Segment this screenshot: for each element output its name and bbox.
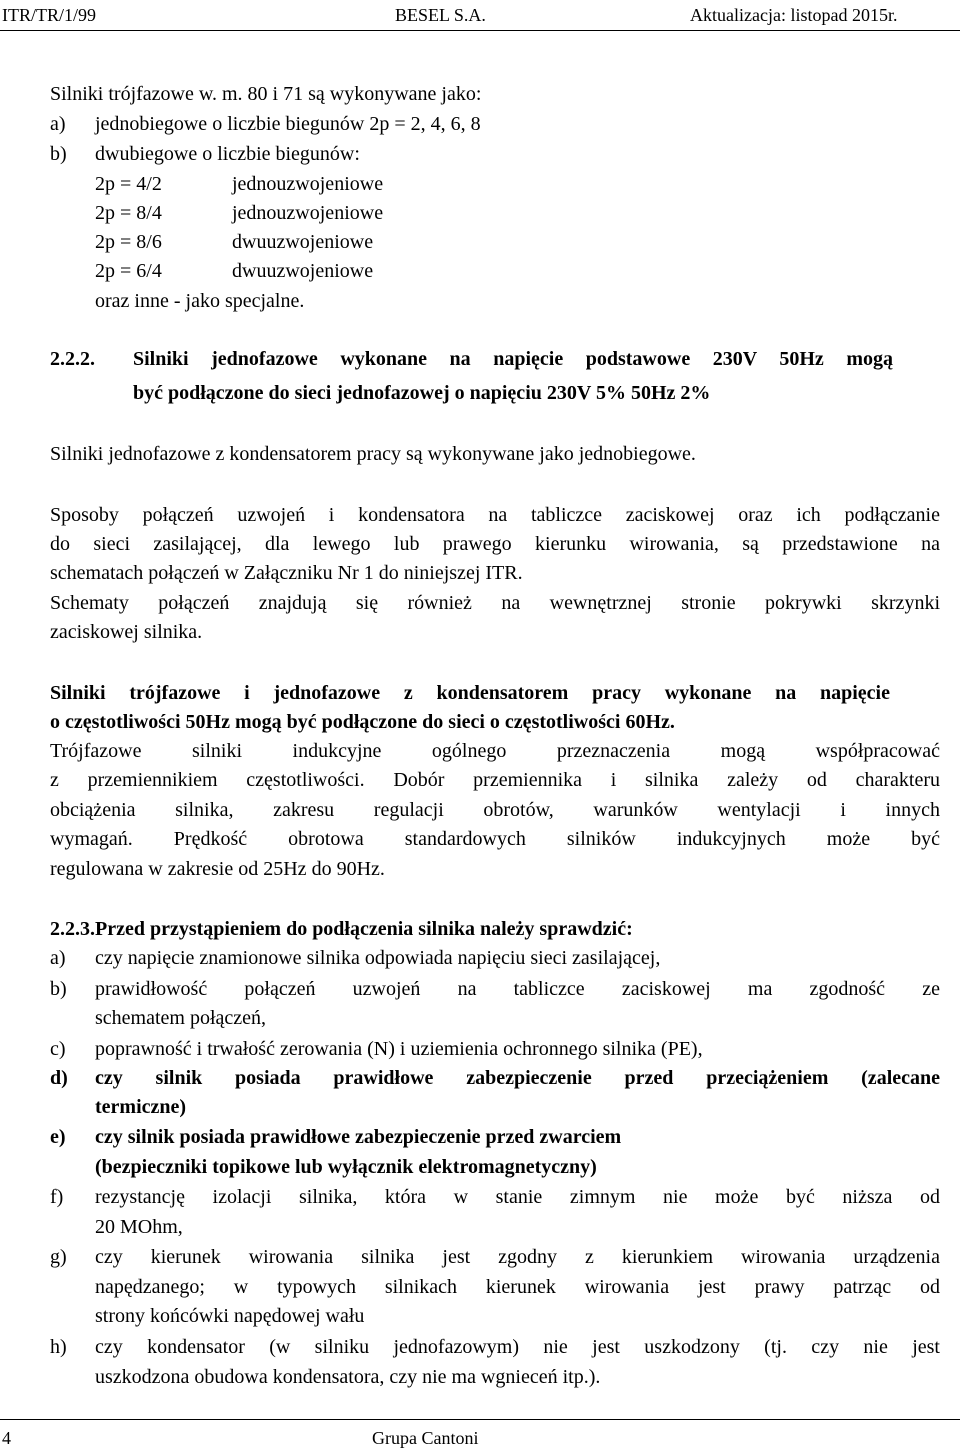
check-item-d-marker: d) (50, 1067, 68, 1089)
pole-ratio-2: 2p = 8/4 (95, 202, 162, 224)
connections-paragraph-line3: schematach połączeń w Załączniku Nr 1 do niniejszej ITR. (50, 562, 523, 584)
check-item-h-cont: uszkodzona obudowa kondensatora, czy nie ma wgnieceń itp.). (95, 1366, 601, 1388)
check-item-f-marker: f) (50, 1186, 64, 1208)
intro-item-a-marker: a) (50, 113, 66, 135)
footer-group-name: Grupa Cantoni (372, 1428, 479, 1448)
section-number-222: 2.2.2. (50, 348, 95, 370)
check-item-g-cont2: strony końcówki napędowej wału (95, 1305, 365, 1327)
pole-type-1: jednouzwojeniowe (232, 173, 384, 195)
header-company: BESEL S.A. (395, 5, 486, 25)
check-item-b-cont: schematem połączeń, (95, 1007, 267, 1029)
page-footer (0, 1419, 960, 1453)
check-item-a-marker: a) (50, 947, 66, 969)
section-222-heading-line2: być podłączone do sieci jednofazowej o napięciu 230V 5% 50Hz 2% (133, 382, 711, 404)
check-item-g: czy kierunek wirowania silnika jest zgodny z kierunkiem wirowania urządzenia (95, 1246, 940, 1268)
pole-type-3: dwuuzwojeniowe (232, 231, 374, 253)
frequency-bold-line2: o częstotliwości 50Hz mogą być podłączone do sieci o częstotliwości 60Hz. (50, 711, 675, 733)
check-item-h-marker: h) (50, 1336, 67, 1358)
schemes-paragraph-line1: Schematy połączeń znajdują się również na wewnętrznej stronie pokrywki skrzynki (50, 592, 940, 614)
inverter-paragraph-line1: Trójfazowe silniki indukcyjne ogólnego przeznaczenia mogą współpracować (50, 740, 940, 762)
check-item-d: czy silnik posiada prawidłowe zabezpieczenie przed przeciążeniem (zalecane (95, 1067, 940, 1089)
section-222-heading-line1: Silniki jednofazowe wykonane na napięcie podstawowe 230V 50Hz mogą (133, 348, 893, 370)
check-item-b-marker: b) (50, 978, 67, 1000)
single-phase-paragraph: Silniki jednofazowe z kondensatorem pracy są wykonywane jako jednobiegowe. (50, 443, 696, 465)
intro-item-b-marker: b) (50, 143, 67, 165)
intro-other: oraz inne - jako specjalne. (95, 290, 305, 312)
intro-item-b: dwubiegowe o liczbie biegunów: (95, 143, 360, 165)
check-item-e-cont: (bezpieczniki topikowe lub wyłącznik elektromagnetyczny) (95, 1156, 597, 1178)
check-item-g-marker: g) (50, 1246, 67, 1268)
check-item-e-marker: e) (50, 1126, 66, 1148)
pole-type-2: jednouzwojeniowe (232, 202, 384, 224)
check-item-c-marker: c) (50, 1038, 66, 1060)
check-item-b: prawidłowość połączeń uzwojeń na tabliczce zaciskowej ma zgodność ze (95, 978, 940, 1000)
connections-paragraph-line2: do sieci zasilającej, dla lewego lub prawego kierunku wirowania, są przedstawione na (50, 533, 940, 555)
schemes-paragraph-line2: zaciskowej silnika. (50, 621, 203, 643)
check-item-h: czy kondensator (w silniku jednofazowym) nie jest uszkodzony (tj. czy nie jest (95, 1336, 940, 1358)
check-item-f-cont: 20 MOhm, (95, 1216, 183, 1238)
header-update-date: Aktualizacja: listopad 2015r. (690, 5, 898, 25)
check-item-a: czy napięcie znamionowe silnika odpowiada napięciu sieci zasilającej, (95, 947, 661, 969)
section-number-223: 2.2.3. (50, 918, 95, 940)
pole-type-4: dwuuzwojeniowe (232, 260, 374, 282)
page-number: 4 (2, 1428, 11, 1448)
pole-ratio-1: 2p = 4/2 (95, 173, 162, 195)
inverter-paragraph-line2: z przemiennikiem częstotliwości. Dobór przemiennika i silnika zależy od charakteru (50, 769, 940, 791)
intro-title: Silniki trójfazowe w. m. 80 i 71 są wykonywane jako: (50, 83, 482, 105)
inverter-paragraph-line3: obciążenia silnika, zakresu regulacji obrotów, warunków wentylacji i innych (50, 799, 940, 821)
section-223-title: Przed przystąpieniem do podłączenia silnika należy sprawdzić: (95, 918, 633, 940)
pole-ratio-4: 2p = 6/4 (95, 260, 162, 282)
frequency-bold-line1: Silniki trójfazowe i jednofazowe z kondensatorem pracy wykonane na napięcie (50, 682, 890, 704)
intro-item-a: jednobiegowe o liczbie biegunów 2p = 2, 4, 6, 8 (95, 113, 481, 135)
inverter-paragraph-line5: regulowana w zakresie od 25Hz do 90Hz. (50, 858, 385, 880)
header-doc-id: ITR/TR/1/99 (2, 5, 96, 25)
page-header (0, 0, 960, 31)
inverter-paragraph-line4: wymagań. Prędkość obrotowa standardowych silników indukcyjnych może być (50, 828, 940, 850)
check-item-f: rezystancję izolacji silnika, która w stanie zimnym nie może być niższa od (95, 1186, 940, 1208)
check-item-d-cont: termiczne) (95, 1096, 187, 1118)
check-item-c: poprawność i trwałość zerowania (N) i uziemienia ochronnego silnika (PE), (95, 1038, 703, 1060)
connections-paragraph-line1: Sposoby połączeń uzwojeń i kondensatora na tabliczce zaciskowej oraz ich podłączanie (50, 504, 940, 526)
pole-ratio-3: 2p = 8/6 (95, 231, 162, 253)
check-item-g-cont1: napędzanego; w typowych silnikach kierunek wirowania jest prawy patrząc od (95, 1276, 940, 1298)
check-item-e: czy silnik posiada prawidłowe zabezpieczenie przed zwarciem (95, 1126, 622, 1148)
